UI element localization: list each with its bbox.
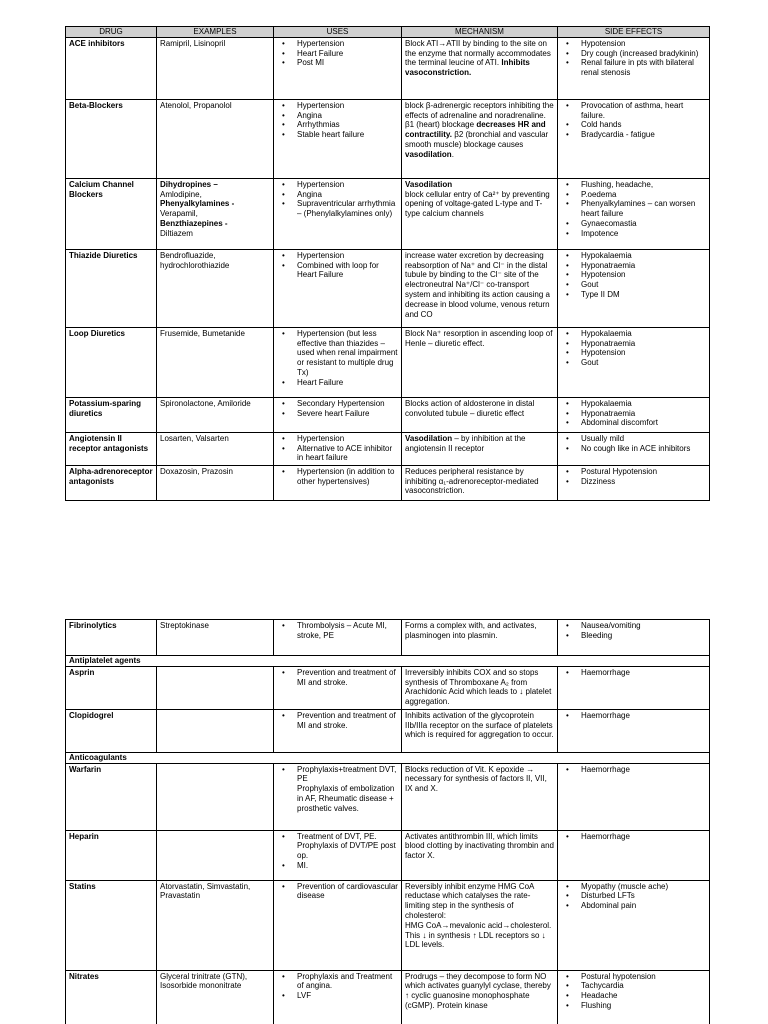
drug-examples (157, 327, 274, 397)
section-title: Anticoagulants (66, 752, 710, 763)
list-item: • Hyponatraemia (581, 261, 706, 271)
drug-mechanism (402, 880, 558, 970)
list-item: • Gout (581, 358, 706, 368)
mechanism-text: HMG CoA→mevalonic acid→cholesterol. (405, 920, 552, 930)
header-mechanism: MECHANISM (402, 27, 558, 38)
drug-name: Statins (66, 880, 157, 970)
drug-uses (274, 37, 402, 99)
list-item: • Flushing (581, 1001, 706, 1011)
list-item: • Stable heart failure (297, 130, 398, 140)
section-title: Antiplatelet agents (66, 656, 710, 667)
drug-name: Clopidogrel (66, 709, 157, 752)
drug-side-effects (558, 249, 710, 327)
drug-mechanism (402, 763, 558, 830)
drug-side-effects (558, 880, 710, 970)
mechanism-text: Activates antithrombin III, which limits blood clotting by inactivating thrombin and factor X. (405, 831, 554, 861)
drug-side-effects (558, 327, 710, 397)
drug-uses (274, 830, 402, 880)
section-row (66, 656, 710, 667)
drug-side-effects (558, 970, 710, 1024)
list-item: • P.oedema (581, 190, 706, 200)
list-item: • Supraventricular arrhythmia – (Phenylalkylamines only) (297, 199, 398, 219)
example-text: Glyceral trinitrate (GTN), Isosorbide mononitrate (160, 971, 248, 991)
drug-side-effects (558, 666, 710, 709)
table-row (66, 99, 710, 178)
list-item: • Phenyalkylamines – can worsen heart failure (581, 199, 706, 219)
list-item (297, 765, 398, 814)
drug-uses (274, 465, 402, 500)
example-class: Benzthiazepines - (160, 218, 228, 228)
list-item: • No cough like in ACE inhibitors (581, 444, 706, 454)
drug-uses (274, 249, 402, 327)
table-row (66, 709, 710, 752)
mechanism-text: – by inhibition at the angiotensin II receptor (405, 433, 526, 453)
mechanism-highlight: Inhibits vasoconstriction. (405, 58, 530, 78)
table-row (66, 397, 710, 432)
table-row (66, 178, 710, 249)
list-item: • Post MI (297, 58, 398, 68)
table-row (66, 830, 710, 880)
list-item: • Hypertension (297, 39, 398, 49)
drug-examples (157, 620, 274, 656)
drug-examples (157, 666, 274, 709)
mechanism-text: Blocks reduction of Vit. K epoxide → necessary for synthesis of factors II, VII, IX and X. (405, 764, 547, 794)
list-item: • Hypertension (297, 251, 398, 261)
drug-examples (157, 465, 274, 500)
drug-name: Loop Diuretics (66, 327, 157, 397)
mechanism-text: . (451, 149, 454, 159)
list-item: • Provocation of asthma, heart failure. (581, 101, 706, 121)
list-item: • Abdominal pain (581, 901, 706, 911)
drug-uses (274, 970, 402, 1024)
drug-uses (274, 880, 402, 970)
list-item: • Hyponatraemia (581, 339, 706, 349)
mechanism-text: Forms a complex with, and activates, plasminogen into plasmin. (405, 621, 537, 640)
drug-mechanism (402, 327, 558, 397)
header-uses: USES (274, 27, 402, 38)
example-class: Phenyalkylamines - (160, 199, 235, 209)
mechanism-highlight: Vasodilation (405, 179, 453, 189)
section-row (66, 752, 710, 763)
mechanism-text: β1 (heart) blockage (405, 120, 475, 130)
mechanism-text: Block ATI→ATII by binding to the site on the enzyme that normally accommodates the terminal leucine of ATI. (405, 38, 551, 68)
mechanism-text: Irreversibly inhibits COX and so stops synthesis of Thromboxane A₂ from Arachidonic Acid which leads to ↓ platelet aggregation. (405, 667, 552, 707)
list-item: • Hypotension (581, 270, 706, 280)
drug-uses (274, 397, 402, 432)
drug-examples (157, 249, 274, 327)
list-item: • Haemorrhage (581, 668, 706, 678)
drug-mechanism (402, 432, 558, 465)
table-row (66, 249, 710, 327)
list-item: • Alternative to ACE inhibitor in heart failure (297, 444, 398, 464)
drug-side-effects (558, 397, 710, 432)
table-row (66, 880, 710, 970)
drug-examples (157, 709, 274, 752)
drug-name: Heparin (66, 830, 157, 880)
drug-side-effects (558, 830, 710, 880)
list-item: • Hypertension (but less effective than thiazides – used when renal impairment or resistant to multiple drug Tx) (297, 329, 398, 378)
list-item: • Gynaecomastia (581, 219, 706, 229)
drug-table-cardiovascular (65, 26, 710, 501)
use-text: Prophylaxis of DVT/PE post op. (297, 841, 396, 861)
list-item: • Hypokalaemia (581, 251, 706, 261)
mechanism-text: Blocks action of aldosterone in distal convoluted tubule – diuretic effect (405, 398, 535, 418)
drug-examples (157, 37, 274, 99)
drug-uses (274, 178, 402, 249)
drug-name: Fibrinolytics (66, 620, 157, 656)
drug-name: Beta-Blockers (66, 99, 157, 178)
drug-side-effects (558, 465, 710, 500)
mechanism-text: Reduces peripheral resistance by inhibiting α₁-adrenoreceptor-mediated vasoconstriction. (405, 466, 539, 496)
list-item: • Dry cough (increased bradykinin) (581, 49, 706, 59)
drug-mechanism (402, 465, 558, 500)
table-row (66, 465, 710, 500)
list-item: • Prevention and treatment of MI and stroke. (297, 668, 398, 688)
list-item: • Hyponatraemia (581, 409, 706, 419)
drug-table-haematology (65, 619, 710, 1024)
drug-mechanism (402, 666, 558, 709)
list-item: • Haemorrhage (581, 832, 706, 842)
use-text: Prophylaxis of embolization in AF, Rheumatic disease + prosthetic valves. (297, 784, 395, 813)
list-item: • Abdominal discomfort (581, 418, 706, 428)
drug-examples (157, 830, 274, 880)
example-text: Ramipril, Lisinopril (160, 38, 226, 48)
example-text: Diltiazem (160, 228, 193, 238)
list-item: • Renal failure in pts with bilateral renal stenosis (581, 58, 706, 78)
list-item: • Nausea/vomiting (581, 621, 706, 631)
table-row (66, 763, 710, 830)
list-item (297, 832, 398, 861)
example-text: Amlodipine, (160, 189, 202, 199)
drug-uses (274, 432, 402, 465)
drug-mechanism (402, 397, 558, 432)
list-item: • Postural hypotension (581, 972, 706, 982)
list-item: • Thrombolysis – Acute MI, stroke, PE (297, 621, 398, 641)
list-item: • Headache (581, 991, 706, 1001)
list-item: • Prevention of cardiovascular disease (297, 882, 398, 902)
list-item: • MI. (297, 861, 398, 871)
list-item: • Prevention and treatment of MI and stroke. (297, 711, 398, 731)
drug-uses (274, 763, 402, 830)
drug-examples (157, 178, 274, 249)
drug-uses (274, 99, 402, 178)
list-item: • Hypertension (297, 180, 398, 190)
drug-name: Alpha-adrenoreceptor antagonists (66, 465, 157, 500)
drug-side-effects (558, 99, 710, 178)
list-item: • Secondary Hypertension (297, 399, 398, 409)
list-item: • Bleeding (581, 631, 706, 641)
list-item: • Hypokalaemia (581, 399, 706, 409)
table-row (66, 970, 710, 1024)
drug-uses (274, 709, 402, 752)
list-item: • Type II DM (581, 290, 706, 300)
drug-side-effects (558, 432, 710, 465)
example-text: Streptokinase (160, 621, 209, 630)
drug-name: Asprin (66, 666, 157, 709)
drug-mechanism (402, 970, 558, 1024)
list-item: • Hypotension (581, 39, 706, 49)
mechanism-text: Block Na⁺ resorption in ascending loop of Henle – diuretic effect. (405, 328, 553, 348)
list-item: • Haemorrhage (581, 711, 706, 721)
mechanism-text: This ↓ in synthesis ↑ LDL receptors so ↓ LDL levels. (405, 930, 546, 950)
drug-name: Potassium-sparing diuretics (66, 397, 157, 432)
use-text: Prophylaxis+treatment DVT, PE (297, 764, 397, 784)
example-text: Spironolactone, Amiloride (160, 398, 251, 408)
drug-mechanism (402, 99, 558, 178)
drug-examples (157, 970, 274, 1024)
mechanism-highlight: Vasodilation (405, 433, 453, 443)
drug-name: Nitrates (66, 970, 157, 1024)
drug-side-effects (558, 178, 710, 249)
drug-mechanism (402, 178, 558, 249)
drug-side-effects (558, 709, 710, 752)
example-text: Frusemide, Bumetanide (160, 328, 245, 338)
list-item: • Prophylaxis and Treatment of angina. (297, 972, 398, 992)
drug-mechanism (402, 37, 558, 99)
table-row (66, 666, 710, 709)
mechanism-highlight: decreases HR and contractility. (405, 120, 546, 140)
table-row (66, 432, 710, 465)
list-item: • Usually mild (581, 434, 706, 444)
mechanism-text: Reversibly inhibit enzyme HMG CoA reductase which catalyses the rate-limiting step in the synthesis of cholesterol: (405, 881, 534, 920)
drug-side-effects (558, 763, 710, 830)
drug-examples (157, 99, 274, 178)
table-row (66, 620, 710, 656)
list-item: • Severe heart Failure (297, 409, 398, 419)
list-item: • Impotence (581, 229, 706, 239)
list-item: • Hypertension (297, 434, 398, 444)
header-examples: EXAMPLES (157, 27, 274, 38)
drug-uses (274, 620, 402, 656)
list-item: • Gout (581, 280, 706, 290)
example-text: Bendrofluazide, hydrochlorothiazide (160, 250, 230, 270)
drug-examples (157, 397, 274, 432)
list-item: • LVF (297, 991, 398, 1001)
mechanism-text: block β-adrenergic receptors inhibiting the effects of adrenaline and noradrenaline. (405, 100, 554, 120)
table-row (66, 37, 710, 99)
example-text: Atenolol, Propanolol (160, 100, 232, 110)
example-text: Atorvastatin, Simvastatin, Pravastatin (160, 881, 251, 901)
drug-name: ACE inhibitors (66, 37, 157, 99)
mechanism-text: β2 (bronchial and vascular smooth muscle) blockage causes (405, 130, 549, 149)
list-item: • Arrhythmias (297, 120, 398, 130)
list-item: • Combined with loop for Heart Failure (297, 261, 398, 281)
list-item: • Hypokalaemia (581, 329, 706, 339)
drug-mechanism (402, 709, 558, 752)
example-text: Doxazosin, Prazosin (160, 466, 233, 476)
list-item: • Dizziness (581, 477, 706, 487)
list-item: • Bradycardia - fatigue (581, 130, 706, 140)
mechanism-text: Prodrugs – they decompose to form NO which activates guanylyl cyclase, thereby ↑ cyclic guanosine monophosphate (cGMP). Protein kinase (405, 971, 551, 1010)
list-item: • Hypertension (in addition to other hypertensives) (297, 467, 398, 487)
drug-side-effects (558, 620, 710, 656)
list-item: • Hypotension (581, 348, 706, 358)
drug-uses (274, 666, 402, 709)
list-item: • Heart Failure (297, 49, 398, 59)
example-class: Dihydropines – (160, 179, 218, 189)
drug-examples (157, 880, 274, 970)
mechanism-text: block cellular entry of Ca²⁺ by preventing opening of voltage-gated L-type and T-type calcium channels (405, 189, 550, 219)
drug-name: Thiazide Diuretics (66, 249, 157, 327)
drug-examples (157, 763, 274, 830)
drug-name: Calcium Channel Blockers (66, 178, 157, 249)
list-item: • Postural Hypotension (581, 467, 706, 477)
list-item: • Angina (297, 190, 398, 200)
drug-name: Angiotensin II receptor antagonists (66, 432, 157, 465)
list-item: • Cold hands (581, 120, 706, 130)
list-item: • Hypertension (297, 101, 398, 111)
use-text: Treatment of DVT, PE. (297, 831, 377, 841)
drug-uses (274, 327, 402, 397)
mechanism-text: Inhibits activation of the glycoprotein IIb/IIIa receptor on the surface of platelets which is required for aggregation to occur. (405, 710, 554, 740)
list-item: • Disturbed LFTs (581, 891, 706, 901)
list-item: • Flushing, headache, (581, 180, 706, 190)
drug-mechanism (402, 249, 558, 327)
list-item: • Heart Failure (297, 378, 398, 388)
drug-examples (157, 432, 274, 465)
list-item: • Tachycardia (581, 981, 706, 991)
list-item: • Haemorrhage (581, 765, 706, 775)
header-side-effects: SIDE EFFECTS (558, 27, 710, 38)
drug-name: Warfarin (66, 763, 157, 830)
drug-mechanism (402, 620, 558, 656)
table-row (66, 327, 710, 397)
list-item: • Angina (297, 111, 398, 121)
example-text: Losarten, Valsarten (160, 433, 229, 443)
mechanism-text: increase water excretion by decreasing reabsorption of Na⁺ and Cl⁻ in the distal tubule by binding to the Cl⁻ site of the electroneutral Na⁺/Cl⁻ co-transport system and inhibiting its action causing a decrease in blood volume, venous return and CO (405, 250, 550, 319)
drug-mechanism (402, 830, 558, 880)
table-header-row (66, 27, 710, 38)
header-drug: DRUG (66, 27, 157, 38)
mechanism-highlight: vasodilation (405, 149, 452, 159)
list-item: • Myopathy (muscle ache) (581, 882, 706, 892)
drug-side-effects (558, 37, 710, 99)
example-text: Verapamil, (160, 209, 198, 219)
